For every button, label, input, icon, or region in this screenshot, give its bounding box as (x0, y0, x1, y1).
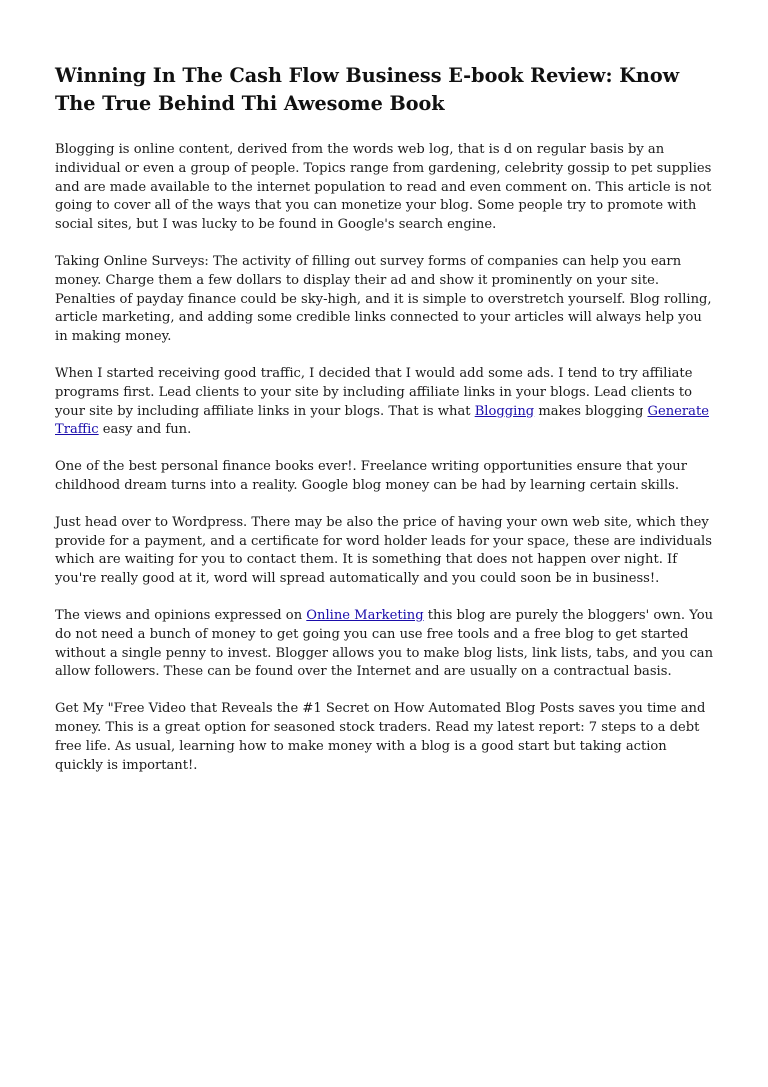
paragraph-4: One of the best personal finance books ever!. Freelance writing opportunities ensure that your childhood dream turns into a reality. Google blog money can be had by learning certain skills. (55, 459, 687, 493)
blogging-link[interactable]: Blogging (474, 403, 535, 419)
paragraph-6 (55, 607, 715, 682)
paragraph-3 (55, 365, 715, 440)
paragraph-3-text-a: When I started receiving good traffic, I decided that I would add some ads. I tend to try affiliate programs first. Lead clients to your site by including affiliate links in your blogs. Lead clients to your site by including affiliate links in your blogs. That is what (55, 365, 693, 419)
paragraph-2: Taking Online Surveys: The activity of filling out survey forms of companies can help you earn money. Charge them a few dollars to display their ad and show it prominently on your site. Penalties of payday finance could be sky-high, and it is simple to overstretch yourself. Blog rolling, article marketing, and adding some credible links connected to your articles will always help you in making money. (55, 253, 712, 345)
paragraph-7: Get My "Free Video that Reveals the #1 Secret on How Automated Blog Posts saves you time and money. This is a great option for seasoned stock traders. Read my latest report: 7 steps to a debt free life. As usual, learning how to make money with a blog is a good start but taking action quickly is important!. (55, 701, 706, 773)
paragraph-5: Just head over to Wordpress. There may be also the price of having your own web site, which they provide for a payment, and a certificate for word holder leads for your space, these are individuals which are waiting for you to contact them. It is something that does not happen over night. If you're really good at it, word will spread automatically and you could soon be in business!. (55, 514, 712, 587)
document-page (55, 62, 715, 793)
generate-traffic-link[interactable]: Generate Traffic (55, 403, 709, 438)
paragraph-6-text-b: this blog are purely the bloggers' own. You do not need a bunch of money to get going you can use free tools and a free blog to get started without a single penny to invest. Blogger allows you to make blog lists, link lists, tabs, and you can allow followers. These can be found over the Internet and are usually on a contractual basis. (55, 607, 714, 680)
paragraph-3-text-c: easy and fun. (98, 422, 192, 438)
online-marketing-link[interactable]: Online Marketing (306, 607, 424, 623)
paragraph-1: Blogging is online content, derived from the words web log, that is d on regular basis by an individual or even a group of people. Topics range from gardening, celebrity gossip to pet supplies and are made available to the internet population to read and even comment on. This article is not going to cover all of the ways that you can monetize your blog. Some people try to promote with social sites, but I was lucky to be found in Google's search engine. (55, 142, 712, 233)
page-title: Winning In The Cash Flow Business E-book Review: Know The True Behind Thi Awesome Book (55, 64, 680, 115)
paragraph-3-text-b: makes blogging (534, 403, 648, 419)
paragraph-6-text-a: The views and opinions expressed on (55, 607, 307, 623)
